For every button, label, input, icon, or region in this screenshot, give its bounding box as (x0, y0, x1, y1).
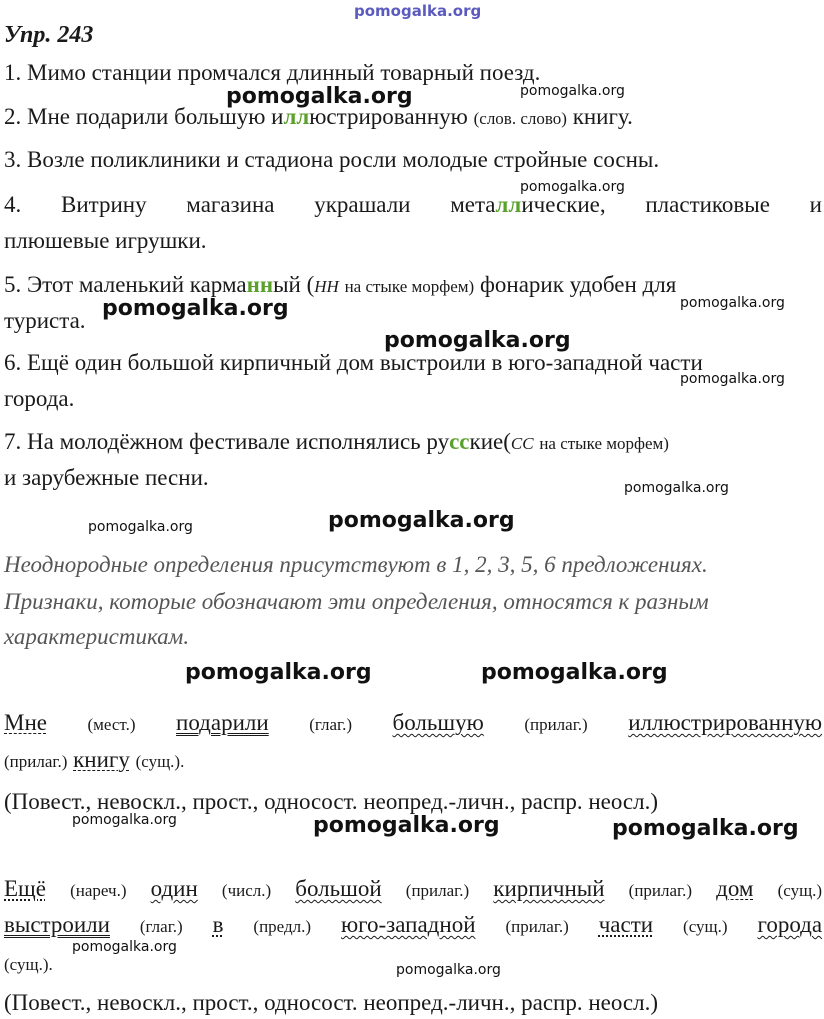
sentence-4-start: 4. Витрину магазина украшали мета (4, 192, 496, 217)
dictionary-note: (слов. слово) (473, 109, 567, 128)
sentence-1: 1. Мимо станции промчался длинный товарный поезд. (4, 60, 541, 85)
explanation-line-2: Признаки, которые обозначают эти определения, относятся к разным (4, 589, 709, 614)
pos-label: (прилаг.) (405, 881, 470, 900)
word-adverbial: Ещё (4, 876, 46, 901)
word-attribute: большую (392, 710, 484, 735)
watermark: pomogalka.org (185, 660, 372, 685)
watermark: pomogalka.org (313, 813, 500, 838)
parse-2-line-2 (4, 910, 822, 942)
pos-label: (прилаг.) (505, 917, 569, 936)
spelling-highlight: лл (283, 104, 310, 129)
parse-1-line-2 (4, 745, 184, 777)
sentence-5-mid: ый ( (273, 272, 315, 297)
sentence-5-start: 5. Этот маленький карма (4, 272, 247, 297)
word-object: книгу (73, 747, 130, 772)
pos-label: (сущ.). (4, 955, 53, 974)
watermark: pomogalka.org (624, 480, 729, 496)
sentence-7-mid: кие( (469, 429, 511, 454)
watermark: pomogalka.org (612, 816, 799, 841)
sentence-2-mid: юстрированную (309, 104, 468, 129)
spelling-highlight: нн (246, 272, 274, 297)
pos-label: (прилаг.) (4, 752, 68, 771)
pos-label: (мест.) (87, 715, 136, 734)
morpheme-note: на стыке морфем) (539, 434, 669, 453)
sentence-4-end: ические, пластиковые и (521, 192, 822, 217)
pos-label: (числ.) (221, 881, 272, 900)
sentence-2-end: книгу. (572, 104, 633, 129)
sentence-4-line-2: плюшевые игрушки. (4, 228, 207, 253)
exercise-title: Упр. 243 (4, 22, 94, 48)
sentence-6-line-2: города. (4, 386, 75, 411)
parse-2-line-3 (4, 948, 53, 980)
sentence-4-line-1 (4, 190, 822, 220)
sentence-7-line-1 (4, 427, 669, 459)
sentence-6-line-1: 6. Ещё один большой кирпичный дом выстроили в юго-западной части (4, 350, 703, 375)
word-object: дом (716, 876, 754, 901)
word-attribute: юго-западной (340, 912, 476, 937)
explanation-line-1: Неоднородные определения присутствуют в 1, 2, 3, 5, 6 предложениях. (4, 552, 708, 577)
word-attribute: города (757, 912, 823, 937)
watermark: pomogalka.org (520, 83, 625, 99)
word-predicate: подарили (176, 710, 269, 735)
parse-2-line-1 (4, 874, 822, 906)
word-subject: Мне (4, 710, 47, 735)
pos-label: (нареч.) (70, 881, 127, 900)
word-adverbial: части (598, 912, 654, 937)
sentence-5-line-2: туриста. (4, 308, 86, 333)
pos-label: (сущ.). (135, 752, 185, 771)
morpheme-note: на стыке морфем) (344, 277, 475, 296)
watermark: pomogalka.org (384, 328, 571, 353)
watermark: pomogalka.org (102, 296, 289, 321)
sentence-7-start: 7. На молодёжном фестивале исполнялись ру (4, 429, 450, 454)
pos-label: (сущ.) (683, 917, 728, 936)
sentence-7-line-2: и зарубежные песни. (4, 465, 209, 490)
word-attribute: большой (295, 876, 382, 901)
watermark: pomogalka.org (226, 84, 413, 109)
explanation-line-3: характеристикам. (4, 624, 190, 649)
word-attribute: один (150, 876, 198, 901)
spelling-highlight: лл (495, 192, 522, 217)
watermark: pomogalka.org (520, 179, 625, 195)
pos-label: (прилаг.) (524, 715, 588, 734)
pos-label: (сущ.) (777, 881, 823, 900)
watermark: pomogalka.org (72, 812, 177, 828)
word-preposition: в (212, 912, 224, 937)
parse-2-summary: (Повест., невоскл., прост., односост. неопред.-личн., распр. неосл.) (4, 990, 659, 1015)
morpheme-note-letters: СС (510, 434, 534, 453)
watermark: pomogalka.org (481, 660, 668, 685)
parse-1-line-1 (4, 708, 822, 740)
pos-label: (прилаг.) (628, 881, 693, 900)
pos-label: (предл.) (253, 917, 312, 936)
watermark: pomogalka.org (680, 295, 785, 311)
parse-1-summary: (Повест., невоскл., прост., односост. неопред.-личн., распр. неосл.) (4, 789, 659, 814)
sentence-5-end: фонарик удобен для (479, 272, 677, 297)
word-attribute: иллюстрированную (628, 710, 823, 735)
watermark: pomogalka.org (72, 939, 177, 955)
morpheme-note-letters: НН (314, 277, 339, 296)
spelling-highlight: сс (449, 429, 470, 454)
word-attribute: кирпичный (493, 876, 605, 901)
pos-label: (глаг.) (139, 917, 183, 936)
watermark: pomogalka.org (680, 371, 785, 387)
word-predicate: выстроили (4, 912, 110, 937)
watermark: pomogalka.org (354, 2, 482, 20)
watermark: pomogalka.org (396, 962, 501, 978)
sentence-3: 3. Возле поликлиники и стадиона росли молодые стройные сосны. (4, 147, 660, 172)
pos-label: (глаг.) (309, 715, 352, 734)
watermark: pomogalka.org (88, 519, 193, 535)
sentence-2-start: 2. Мне подарили большую и (4, 104, 284, 129)
watermark: pomogalka.org (328, 508, 515, 533)
